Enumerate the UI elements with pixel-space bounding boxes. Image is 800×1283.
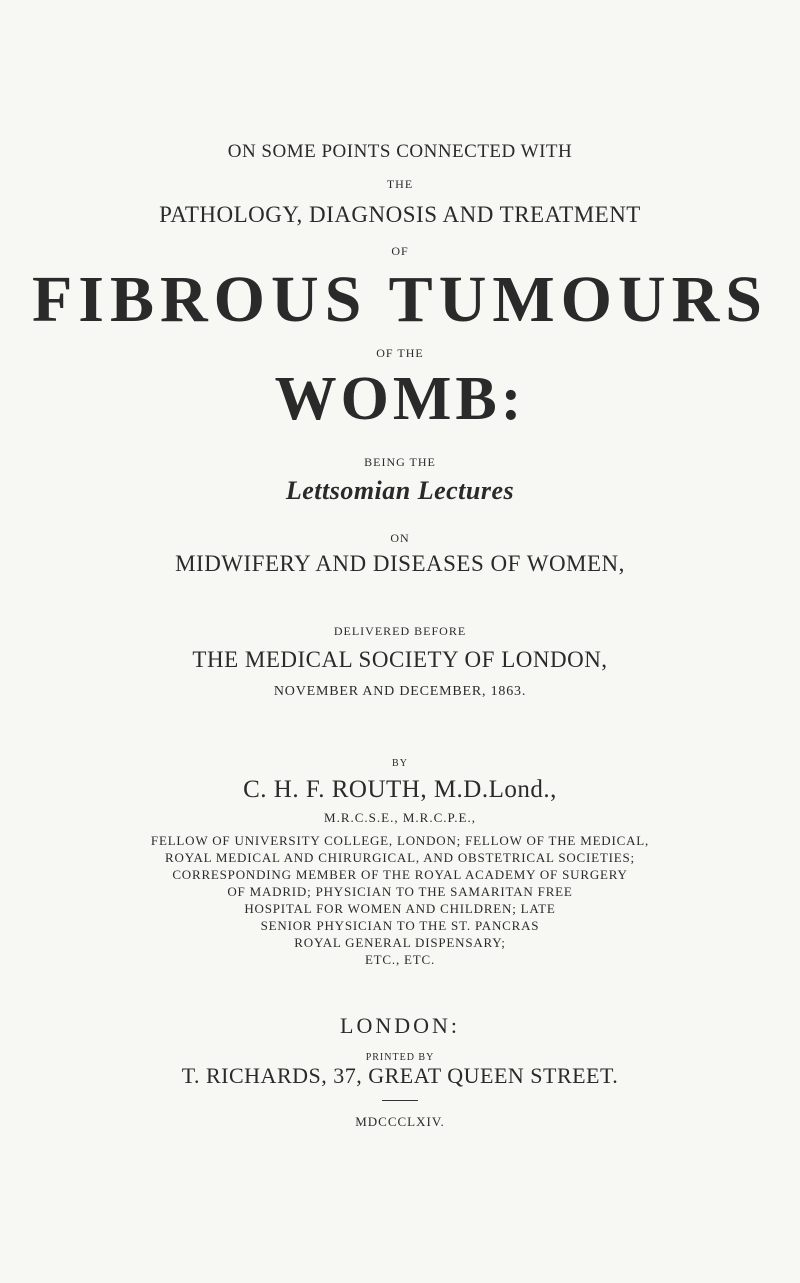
main-title-womb: WOMB:: [274, 365, 526, 433]
connector-on: ON: [390, 531, 410, 545]
delivered-before: DELIVERED BEFORE: [333, 624, 467, 638]
connector-the: THE: [386, 177, 414, 191]
author-degrees: M.R.C.S.E., M.R.C.P.E.,: [324, 810, 476, 825]
divider-rule: [382, 1100, 418, 1101]
credential-line: ETC., ETC.: [364, 952, 436, 967]
lecture-topic: MIDWIFERY AND DISEASES OF WOMEN,: [175, 551, 625, 576]
lettsomian-lectures: Lettsomian Lectures: [285, 476, 515, 505]
connector-of: OF: [391, 244, 409, 258]
connector-of-the: OF THE: [376, 346, 424, 360]
lecture-date: NOVEMBER AND DECEMBER, 1863.: [273, 684, 527, 699]
publication-year: MDCCCLXIV.: [355, 1114, 445, 1129]
credential-line: CORRESPONDING MEMBER OF THE ROYAL ACADEMY OF SURGERY: [172, 867, 628, 882]
credential-line: ROYAL GENERAL DISPENSARY;: [294, 935, 506, 950]
connector-by: BY: [392, 758, 408, 769]
society-name: THE MEDICAL SOCIETY OF LONDON,: [192, 647, 608, 672]
credential-line: SENIOR PHYSICIAN TO THE ST. PANCRAS: [260, 918, 540, 933]
imprint-place: LONDON:: [340, 1013, 460, 1038]
printer-address: T. RICHARDS, 37, GREAT QUEEN STREET.: [181, 1063, 619, 1088]
author-credentials: [0, 832, 800, 968]
credential-line: OF MADRID; PHYSICIAN TO THE SAMARITAN FREE: [227, 884, 573, 899]
connector-being-the: BEING THE: [364, 455, 436, 469]
credential-line: ROYAL MEDICAL AND CHIRURGICAL, AND OBSTETRICAL SOCIETIES;: [165, 850, 635, 865]
intro-line: ON SOME POINTS CONNECTED WITH: [227, 141, 573, 162]
subject-line: PATHOLOGY, DIAGNOSIS AND TREATMENT: [159, 202, 641, 227]
credential-line: HOSPITAL FOR WOMEN AND CHILDREN; LATE: [244, 901, 556, 916]
main-title-fibrous-tumours: FIBROUS TUMOURS: [31, 263, 769, 336]
printed-by: PRINTED BY: [365, 1052, 435, 1063]
author-name: C. H. F. ROUTH, M.D.Lond.,: [243, 776, 557, 803]
credential-line: FELLOW OF UNIVERSITY COLLEGE, LONDON; FELLOW OF THE MEDICAL,: [150, 833, 650, 848]
